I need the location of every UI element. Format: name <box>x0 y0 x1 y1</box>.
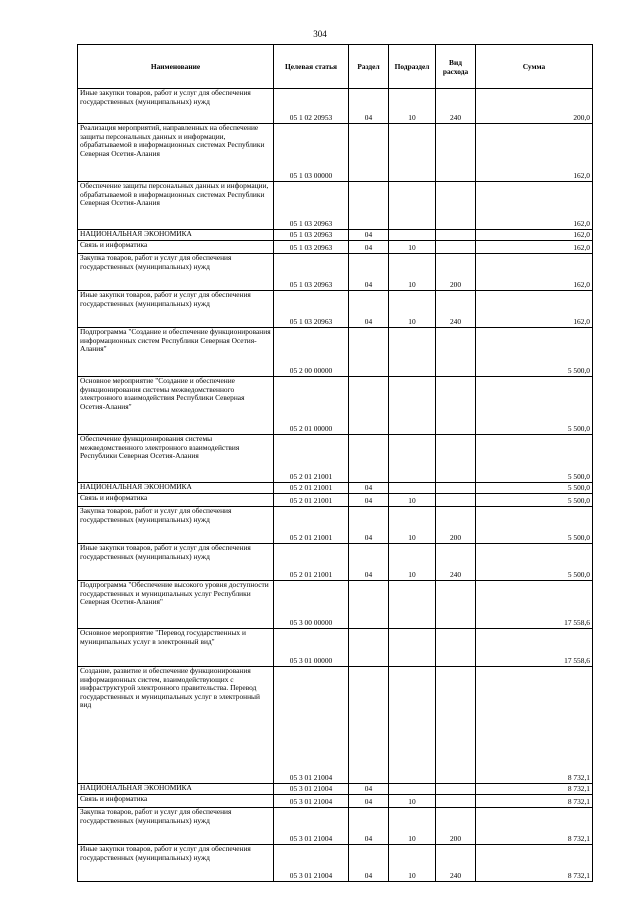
cell-sum: 162,0 <box>476 254 593 291</box>
table-row <box>78 494 593 507</box>
cell-code: 05 1 03 20963 <box>274 241 349 254</box>
cell-code: 05 1 02 20953 <box>274 89 349 124</box>
cell-sec <box>349 667 389 784</box>
cell-typ: 200 <box>436 507 476 544</box>
cell-sec: 04 <box>349 494 389 507</box>
cell-name: НАЦИОНАЛЬНАЯ ЭКОНОМИКА <box>78 483 274 494</box>
cell-typ <box>436 377 476 435</box>
cell-sum: 8 732,1 <box>476 667 593 784</box>
cell-name: Подпрограмма "Создание и обеспечение функционирования информационных систем Республики Северная Осетия-Алания" <box>78 328 274 377</box>
cell-sum: 17 558,6 <box>476 629 593 667</box>
cell-code: 05 2 00 00000 <box>274 328 349 377</box>
cell-sub <box>389 629 436 667</box>
table-row <box>78 435 593 483</box>
cell-sub: 10 <box>389 494 436 507</box>
cell-name: Иные закупки товаров, работ и услуг для обеспечения государственных (муниципальных) нужд <box>78 544 274 581</box>
cell-sub: 10 <box>389 808 436 845</box>
cell-code: 05 3 00 00000 <box>274 581 349 629</box>
cell-sum: 162,0 <box>476 291 593 328</box>
header-subsection: Подраздел <box>389 45 436 89</box>
table-row <box>78 629 593 667</box>
cell-code: 05 1 03 20963 <box>274 230 349 241</box>
cell-sec: 04 <box>349 291 389 328</box>
cell-sum: 5 500,0 <box>476 377 593 435</box>
cell-code: 05 1 03 20963 <box>274 254 349 291</box>
cell-typ <box>436 667 476 784</box>
cell-sub <box>389 230 436 241</box>
cell-code: 05 2 01 21001 <box>274 494 349 507</box>
table-header-row <box>78 45 593 89</box>
table-row <box>78 507 593 544</box>
cell-name: Реализация мероприятий, направленных на обеспечение защиты персональных данных и информации, обрабатываемой в информационных системах Республики Северная Осетия-Алания <box>78 124 274 182</box>
cell-name: Закупка товаров, работ и услуг для обеспечения государственных (муниципальных) нужд <box>78 808 274 845</box>
cell-sub <box>389 483 436 494</box>
cell-name: Обеспечение защиты персональных данных и информации, обрабатываемой в информационных системах Республики Северная Осетия-Алания <box>78 182 274 230</box>
table-row <box>78 795 593 808</box>
cell-typ <box>436 494 476 507</box>
cell-code: 05 3 01 00000 <box>274 629 349 667</box>
cell-sec <box>349 435 389 483</box>
cell-sub: 10 <box>389 845 436 882</box>
cell-typ: 240 <box>436 291 476 328</box>
header-section: Раздел <box>349 45 389 89</box>
cell-code: 05 3 01 21004 <box>274 845 349 882</box>
cell-sec <box>349 328 389 377</box>
cell-name: Подпрограмма "Обеспечение высокого уровня доступности государственных и муниципальных услуг Республики Северная Осетия-Алания" <box>78 581 274 629</box>
header-code: Целевая статья <box>274 45 349 89</box>
cell-sec: 04 <box>349 845 389 882</box>
cell-sec <box>349 124 389 182</box>
table-row <box>78 845 593 882</box>
cell-sum: 5 500,0 <box>476 328 593 377</box>
cell-code: 05 1 03 00000 <box>274 124 349 182</box>
table-row <box>78 377 593 435</box>
cell-sec <box>349 629 389 667</box>
cell-code: 05 2 01 21001 <box>274 544 349 581</box>
header-expense-type: Вид расхода <box>436 45 476 89</box>
cell-code: 05 3 01 21004 <box>274 784 349 795</box>
cell-sec: 04 <box>349 507 389 544</box>
cell-name: Обеспечение функционирования системы межведомственного электронного взаимодействия Республики Северная Осетия-Алания <box>78 435 274 483</box>
table-row <box>78 89 593 124</box>
cell-sum: 162,0 <box>476 124 593 182</box>
cell-sub <box>389 328 436 377</box>
cell-typ: 240 <box>436 845 476 882</box>
cell-sum: 8 732,1 <box>476 795 593 808</box>
cell-sub <box>389 435 436 483</box>
cell-sec: 04 <box>349 483 389 494</box>
cell-name: Закупка товаров, работ и услуг для обеспечения государственных (муниципальных) нужд <box>78 507 274 544</box>
cell-typ <box>436 784 476 795</box>
cell-typ: 240 <box>436 89 476 124</box>
cell-sub <box>389 784 436 795</box>
table-row <box>78 241 593 254</box>
cell-sum: 5 500,0 <box>476 494 593 507</box>
cell-name: Иные закупки товаров, работ и услуг для обеспечения государственных (муниципальных) нужд <box>78 291 274 328</box>
cell-code: 05 2 01 21001 <box>274 483 349 494</box>
budget-table <box>77 44 593 882</box>
cell-sum: 200,0 <box>476 89 593 124</box>
cell-sum: 162,0 <box>476 241 593 254</box>
cell-sec <box>349 377 389 435</box>
cell-sum: 8 732,1 <box>476 808 593 845</box>
cell-sub: 10 <box>389 507 436 544</box>
cell-name: Связь и информатика <box>78 241 274 254</box>
cell-sec: 04 <box>349 254 389 291</box>
cell-sub <box>389 581 436 629</box>
table-row <box>78 483 593 494</box>
cell-sum: 8 732,1 <box>476 845 593 882</box>
cell-typ <box>436 182 476 230</box>
cell-typ <box>436 581 476 629</box>
cell-name: Основное мероприятие "Перевод государственных и муниципальных услуг в электронный вид" <box>78 629 274 667</box>
cell-sub: 10 <box>389 795 436 808</box>
table-row <box>78 230 593 241</box>
cell-name: НАЦИОНАЛЬНАЯ ЭКОНОМИКА <box>78 230 274 241</box>
cell-typ: 200 <box>436 808 476 845</box>
cell-sub: 10 <box>389 89 436 124</box>
cell-sub <box>389 124 436 182</box>
cell-typ <box>436 483 476 494</box>
cell-sum: 17 558,6 <box>476 581 593 629</box>
cell-sub: 10 <box>389 544 436 581</box>
cell-name: Иные закупки товаров, работ и услуг для обеспечения государственных (муниципальных) нужд <box>78 845 274 882</box>
cell-code: 05 1 03 20963 <box>274 291 349 328</box>
cell-sub <box>389 182 436 230</box>
table-row <box>78 182 593 230</box>
page-number: 304 <box>313 29 327 39</box>
cell-name: Закупка товаров, работ и услуг для обеспечения государственных (муниципальных) нужд <box>78 254 274 291</box>
cell-sub <box>389 377 436 435</box>
cell-sub: 10 <box>389 291 436 328</box>
table-row <box>78 124 593 182</box>
cell-name: Иные закупки товаров, работ и услуг для обеспечения государственных (муниципальных) нужд <box>78 89 274 124</box>
cell-sec: 04 <box>349 241 389 254</box>
cell-sub <box>389 667 436 784</box>
table-row <box>78 581 593 629</box>
cell-typ <box>436 629 476 667</box>
table-row <box>78 784 593 795</box>
cell-typ: 240 <box>436 544 476 581</box>
table-row <box>78 328 593 377</box>
cell-typ <box>436 328 476 377</box>
cell-sub: 10 <box>389 254 436 291</box>
cell-name: НАЦИОНАЛЬНАЯ ЭКОНОМИКА <box>78 784 274 795</box>
cell-code: 05 1 03 20963 <box>274 182 349 230</box>
cell-typ <box>436 124 476 182</box>
table-row <box>78 291 593 328</box>
cell-sec <box>349 182 389 230</box>
cell-sub: 10 <box>389 241 436 254</box>
cell-sum: 162,0 <box>476 230 593 241</box>
cell-name: Связь и информатика <box>78 494 274 507</box>
cell-sec: 04 <box>349 544 389 581</box>
cell-sec: 04 <box>349 784 389 795</box>
cell-sec: 04 <box>349 230 389 241</box>
header-name: Наименование <box>78 45 274 89</box>
table-row <box>78 667 593 784</box>
header-sum: Сумма <box>476 45 593 89</box>
cell-sec: 04 <box>349 808 389 845</box>
cell-sum: 8 732,1 <box>476 784 593 795</box>
cell-sum: 5 500,0 <box>476 435 593 483</box>
cell-typ: 200 <box>436 254 476 291</box>
cell-name: Основное мероприятие "Создание и обеспечение функционирования системы межведомственного электронного взаимодействия Республики Северная Осетия-Алания" <box>78 377 274 435</box>
cell-typ <box>436 230 476 241</box>
cell-sec: 04 <box>349 89 389 124</box>
cell-code: 05 3 01 21004 <box>274 795 349 808</box>
cell-sec <box>349 581 389 629</box>
table-row <box>78 808 593 845</box>
cell-sum: 5 500,0 <box>476 507 593 544</box>
cell-code: 05 2 01 00000 <box>274 377 349 435</box>
cell-typ <box>436 795 476 808</box>
cell-sum: 162,0 <box>476 182 593 230</box>
cell-typ <box>436 241 476 254</box>
cell-code: 05 3 01 21004 <box>274 667 349 784</box>
cell-sec: 04 <box>349 795 389 808</box>
table-row <box>78 544 593 581</box>
table-row <box>78 254 593 291</box>
cell-code: 05 2 01 21001 <box>274 507 349 544</box>
cell-name: Создание, развитие и обеспечение функционирования информационных систем, взаимодействующих с инфраструктурой электронного правительства. Перевод государственных и муниципальных услуг в электронный вид <box>78 667 274 784</box>
cell-sum: 5 500,0 <box>476 483 593 494</box>
cell-code: 05 2 01 21001 <box>274 435 349 483</box>
cell-name: Связь и информатика <box>78 795 274 808</box>
cell-typ <box>436 435 476 483</box>
cell-code: 05 3 01 21004 <box>274 808 349 845</box>
cell-sum: 5 500,0 <box>476 544 593 581</box>
